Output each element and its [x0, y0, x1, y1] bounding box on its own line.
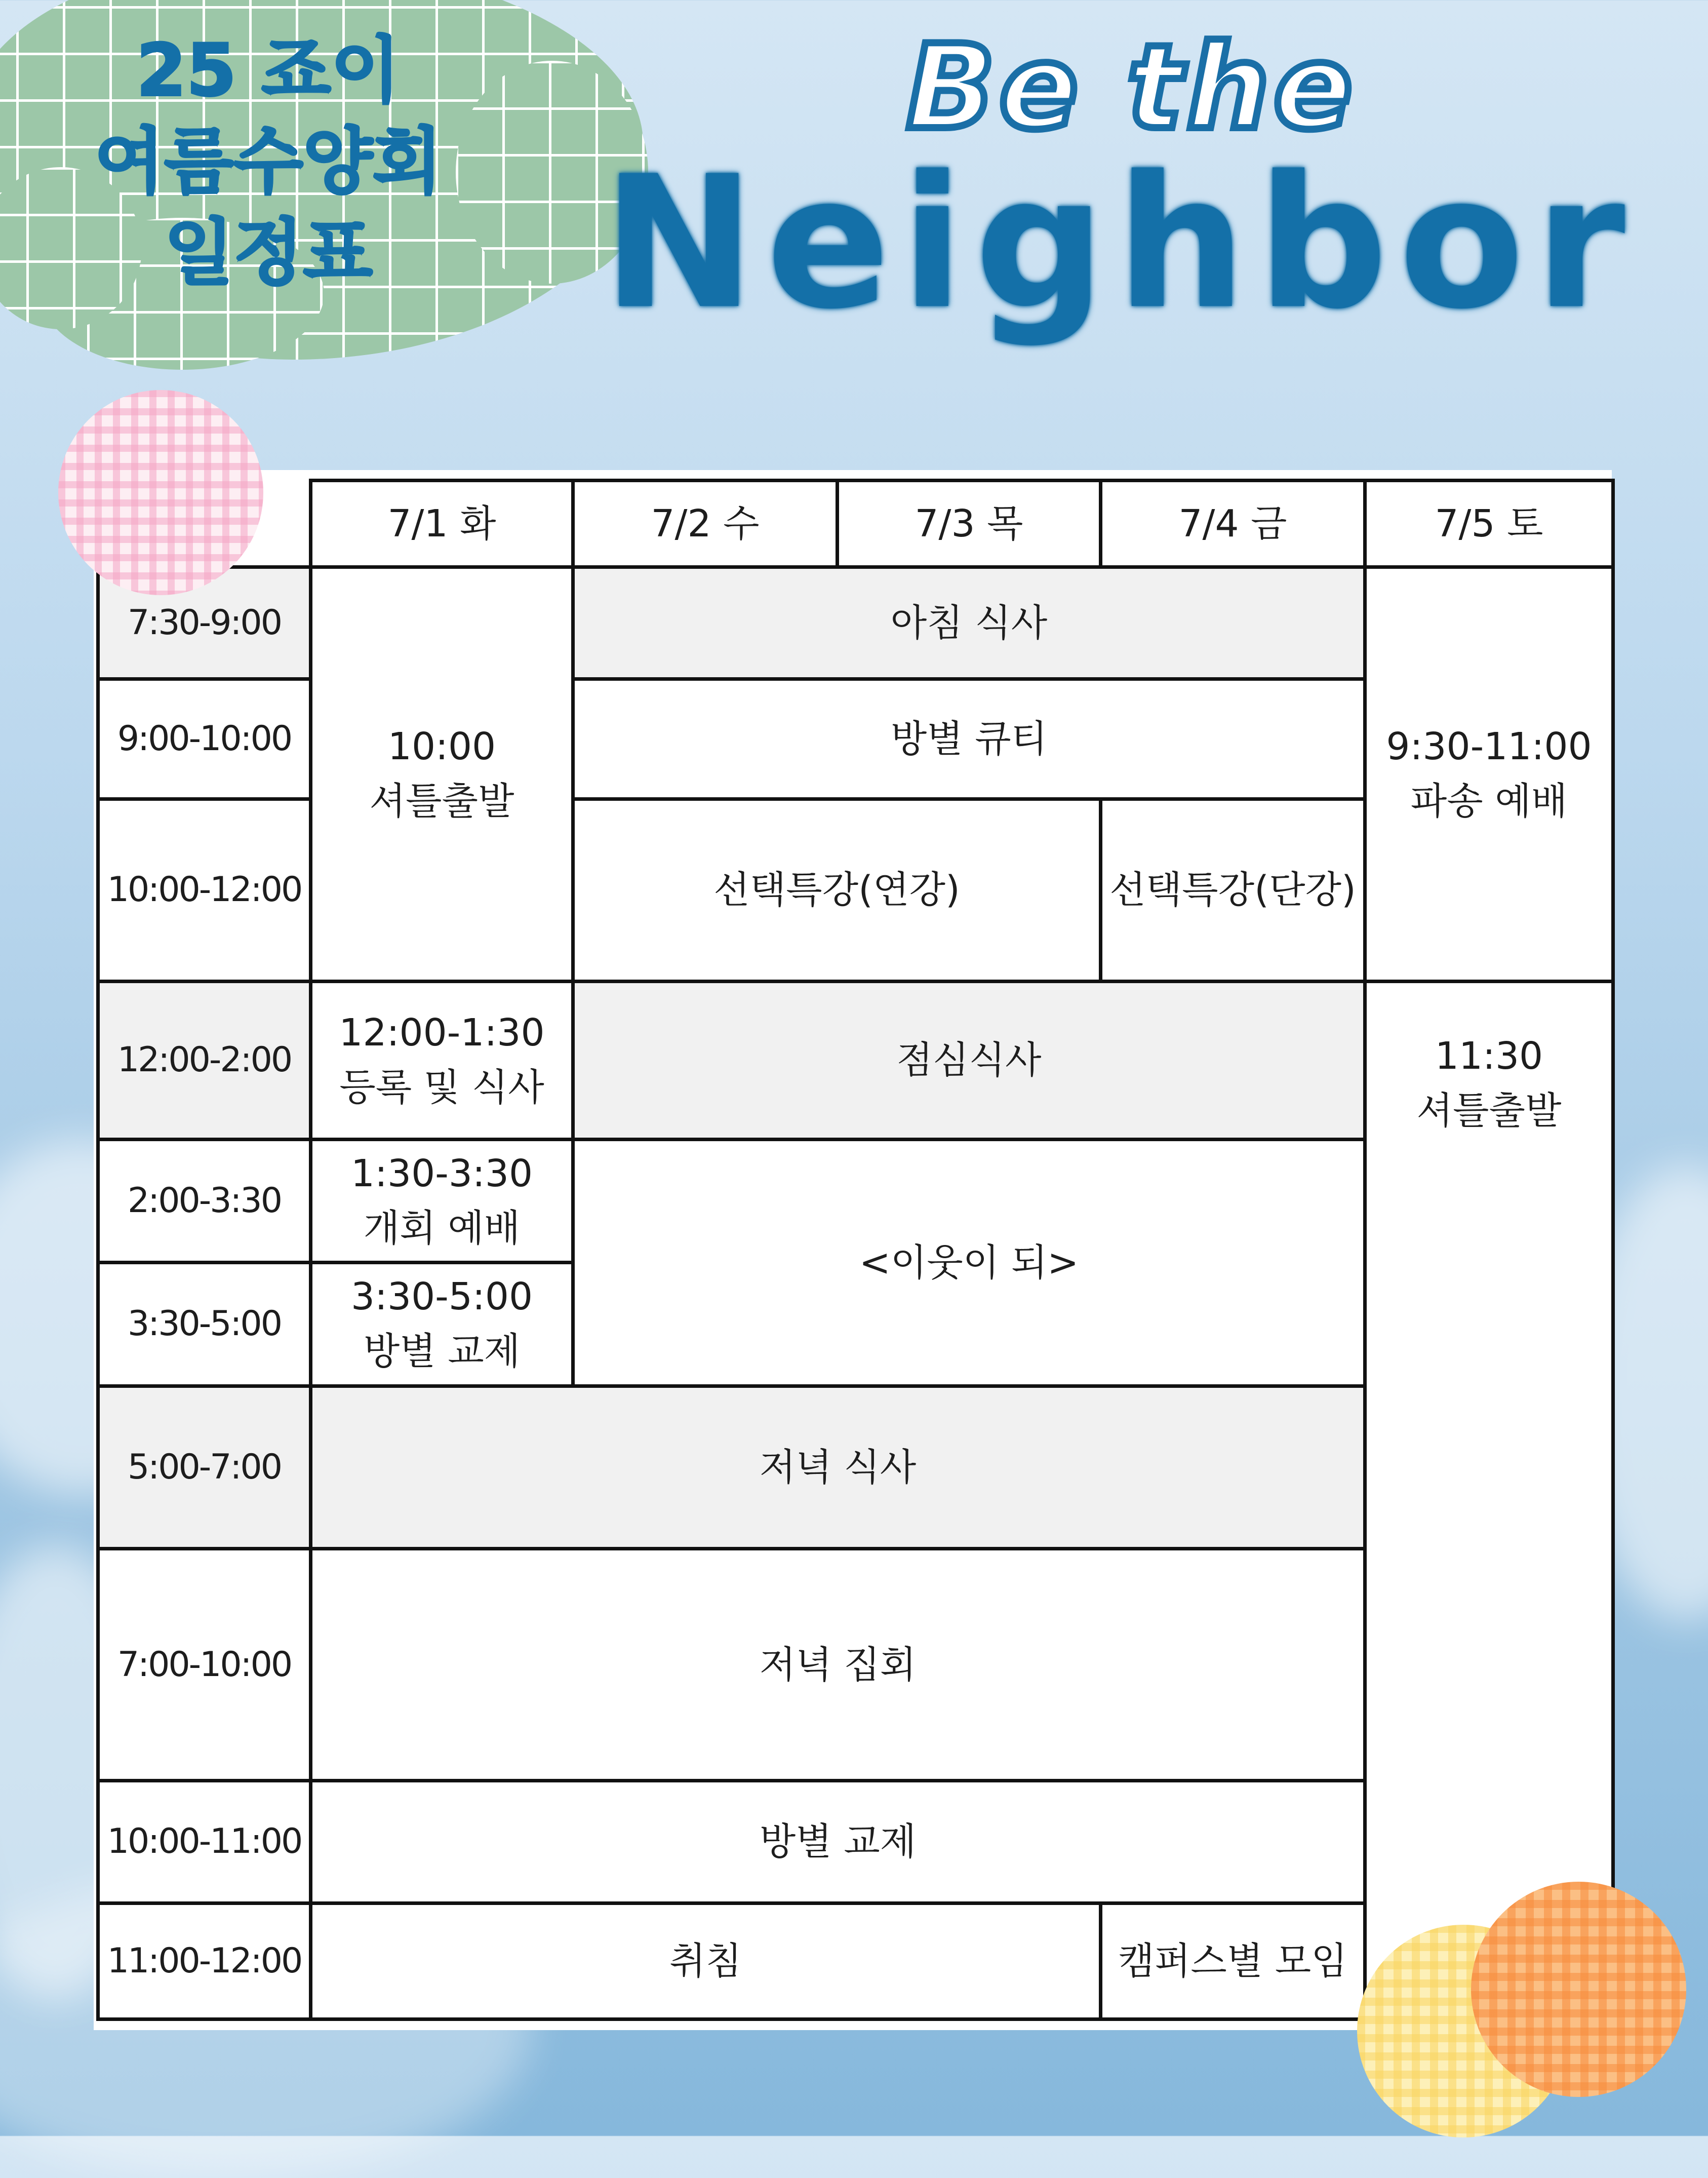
day-header: 7/4 금: [1101, 481, 1365, 567]
time-slot: 9:00-10:00: [98, 679, 311, 799]
table-row: [98, 567, 1613, 679]
pink-plaid-circle: [58, 390, 263, 595]
shuttle-label: 셔틀출발: [1416, 1088, 1562, 1133]
shuttle-time: 10:00: [387, 725, 496, 769]
time-slot: 7:30-9:00: [98, 567, 311, 679]
table-header-row: [98, 481, 1613, 567]
shuttle-label: 셔틀출발: [369, 780, 514, 824]
neighbor-session-cell: <이웃이 되>: [573, 1139, 1365, 1386]
event-title-line: 여름수양회: [95, 120, 442, 204]
group-label: 방별 교제: [363, 1330, 521, 1374]
opening-label: 개회 예배: [363, 1206, 521, 1250]
registration-label: 등록 및 식사: [339, 1066, 544, 1110]
table-row: [98, 981, 1613, 1139]
room-fellowship-cell: 방별 교제: [311, 1781, 1365, 1903]
banner-top-text: Be the: [906, 20, 1357, 155]
day-header: 7/1 화: [311, 481, 573, 567]
elective-long-cell: 선택특강(연강): [573, 799, 1101, 981]
opening-worship-cell: [311, 1139, 573, 1262]
worship-label: 파송 예배: [1410, 780, 1568, 824]
dinner-cell: 저녁 식사: [311, 1386, 1365, 1549]
day5-worship-cell: [1365, 567, 1613, 982]
registration-cell: [311, 981, 573, 1139]
day5-shuttle-cell: [1365, 981, 1613, 2019]
time-slot: 7:00-10:00: [98, 1549, 311, 1781]
qt-cell: 방별 큐티: [573, 679, 1365, 799]
elective-short-cell: 선택특강(단강): [1101, 799, 1365, 981]
event-title-line: 일정표: [164, 211, 373, 295]
campus-meeting-cell: 캠퍼스별 모임: [1101, 1903, 1365, 2019]
lunch-cell: 점심식사: [573, 981, 1365, 1139]
orange-plaid-circle: [1471, 1882, 1686, 2097]
time-slot: 3:30-5:00: [98, 1263, 311, 1386]
worship-time: 9:30-11:00: [1386, 725, 1592, 769]
time-slot: 11:00-12:00: [98, 1903, 311, 2019]
time-slot: 10:00-11:00: [98, 1781, 311, 1903]
day-header: 7/5 토: [1365, 481, 1613, 567]
group-time: 3:30-5:00: [350, 1275, 533, 1319]
evening-gathering-cell: 저녁 집회: [311, 1549, 1365, 1781]
shuttle-time: 11:30: [1435, 1034, 1543, 1078]
event-title-line: 25 죠이: [136, 29, 401, 112]
group-fellowship-cell: [311, 1263, 573, 1386]
time-slot: 5:00-7:00: [98, 1386, 311, 1549]
opening-time: 1:30-3:30: [350, 1151, 533, 1195]
sleep-cell: 취침: [311, 1903, 1101, 2019]
time-slot: 2:00-3:30: [98, 1139, 311, 1262]
banner-main-text: Neighbor: [603, 137, 1637, 349]
day-header: 7/3 목: [838, 481, 1101, 567]
breakfast-cell: 아침 식사: [573, 567, 1365, 679]
day1-shuttle-cell: [311, 567, 573, 982]
registration-time: 12:00-1:30: [339, 1011, 545, 1055]
event-title: [61, 25, 476, 299]
time-slot: 12:00-2:00: [98, 981, 311, 1139]
day-header: 7/2 수: [573, 481, 838, 567]
schedule-table: [96, 479, 1615, 2021]
time-slot: 10:00-12:00: [98, 799, 311, 981]
